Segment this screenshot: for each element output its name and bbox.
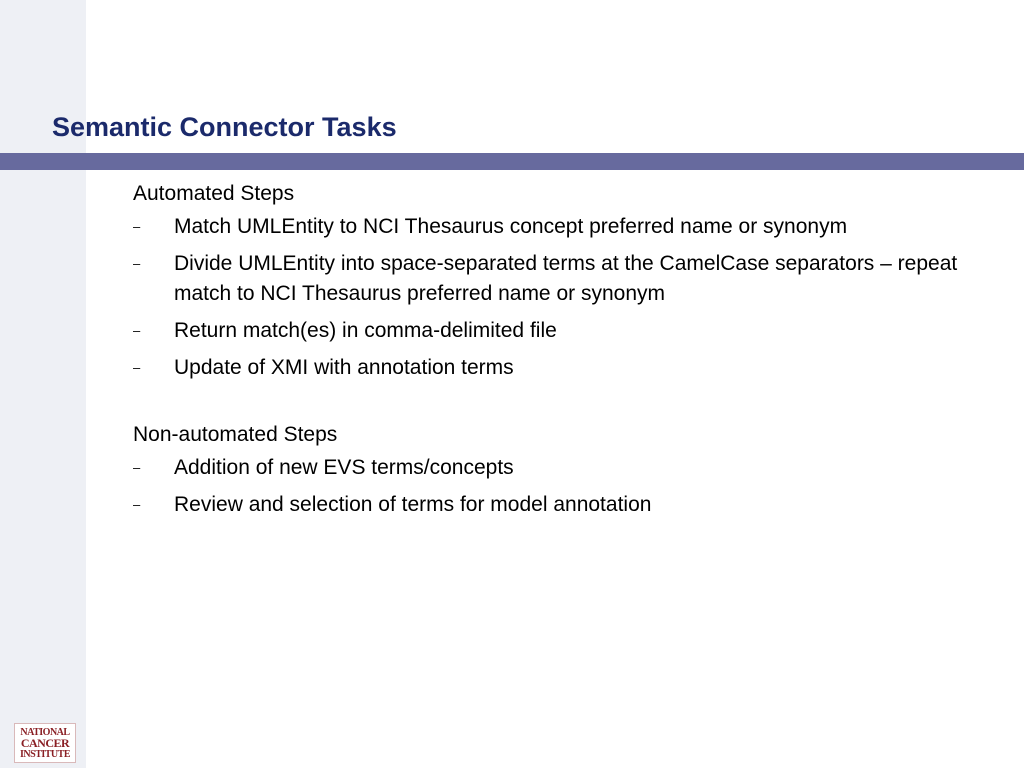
- list-item-text: Review and selection of terms for model annotation: [174, 493, 652, 516]
- list-item: [133, 490, 973, 520]
- list-item-text: Return match(es) in comma-delimited file: [174, 319, 557, 342]
- list-item-text: Update of XMI with annotation terms: [174, 356, 514, 379]
- dash-bullet-icon: –: [133, 219, 141, 234]
- logo-line-national: NATIONAL: [20, 726, 70, 738]
- logo-line-institute: INSTITUTE: [20, 748, 70, 760]
- non-automated-steps-list: [133, 453, 973, 520]
- dash-bullet-icon: –: [133, 360, 141, 375]
- dash-bullet-icon: –: [133, 497, 141, 512]
- nci-logo: [14, 723, 76, 763]
- slide-title: Semantic Connector Tasks: [52, 112, 397, 142]
- list-item: [133, 353, 973, 383]
- list-item-text: Divide UMLEntity into space-separated terms at the CamelCase separators – repeat match to NCI Thesaurus preferred name or synonym: [174, 252, 958, 305]
- section-heading-automated: Automated Steps: [133, 182, 295, 205]
- list-item: [133, 212, 973, 242]
- title-rule: [0, 153, 1024, 170]
- dash-bullet-icon: –: [133, 460, 141, 475]
- list-item: [133, 453, 973, 483]
- logo-line-cancer: CANCER: [20, 735, 70, 750]
- dash-bullet-icon: –: [133, 323, 141, 338]
- section-heading-non-automated: Non-automated Steps: [133, 423, 338, 446]
- dash-bullet-icon: –: [133, 256, 141, 271]
- list-item-text: Addition of new EVS terms/concepts: [174, 456, 514, 479]
- list-item: [133, 316, 973, 346]
- slide-content: [133, 180, 973, 527]
- list-item-text: Match UMLEntity to NCI Thesaurus concept preferred name or synonym: [174, 215, 848, 238]
- automated-steps-list: [133, 212, 973, 383]
- list-item: [133, 249, 973, 309]
